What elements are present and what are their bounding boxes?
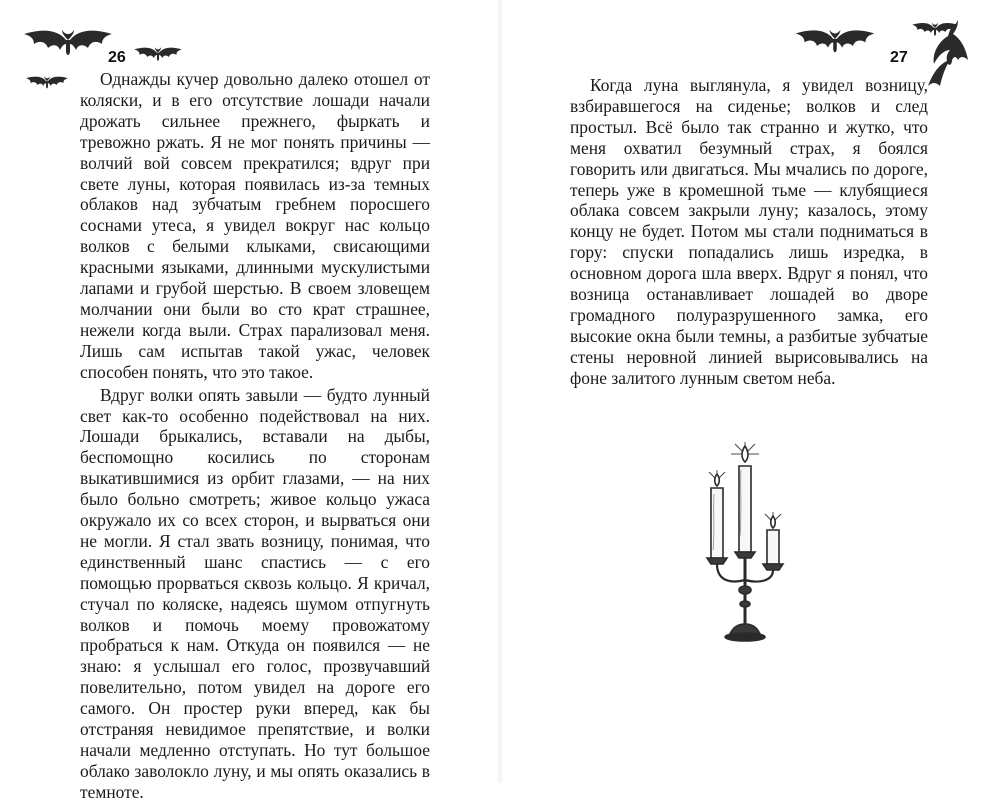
candelabra-icon bbox=[695, 440, 795, 645]
bat-icon bbox=[24, 74, 70, 96]
bat-icon bbox=[792, 26, 878, 66]
page-number-left: 26 bbox=[108, 49, 126, 66]
paragraph: Когда луна выглянула, я увидел возницу, взбиравшегося на сиденье; волков и след простыл. Всё было так странно и жутко, что меня охватил безумный страх, я боялся говорить или двигаться. Мы мчались по дороге, теперь уже в кромешной тьме — клубящиеся облака совсем закрыли луну; казалось, этому концу не будет. Потом мы стали подниматься в гору: спуски попадались лишь изредка, в основном дорога шла вверх. Вдруг я понял, что возница останавливает лошадей во дворе громадного полуразрушенного замка, его высокие окна были темны, а разбитые зубчатые стены неровной линией вырисовывались на фоне залитого лунным светом неба. bbox=[570, 75, 928, 388]
right-page bbox=[500, 0, 1001, 783]
left-page bbox=[0, 0, 500, 802]
right-page-text bbox=[570, 75, 928, 389]
bat-icon bbox=[20, 26, 116, 70]
left-page-text bbox=[80, 69, 430, 803]
page-number-right: 27 bbox=[890, 49, 908, 66]
paragraph: Вдруг волки опять завыли — будто лунный свет как-то особенно подействовал на них. Лошади брыкались, вставали на дыбы, беспомощно косились по сторонам выкатившимися из орбит глазами, — на них было больно смотреть; живое кольцо ужаса окружало их со всех сторон, и вырваться они не могли. Я стал звать возницу, понимая, что единственный шанс спастись — с его помощью прорваться сквозь кольцо. Я кричал, стучал по коляске, надеясь шумом отпугнуть волков и помочь моему провожатому пробраться к нам. Откуда он появился — не знаю: я услышал его голос, прозвучавший повелительно, потом увидел на дороге его самого. Он простер руки вперед, как бы отстраняя невидимое препятствие, и волки начали медленно отступать. Но тут большое облако заволокло луну, и мы опять оказались в темноте. bbox=[80, 384, 430, 802]
paragraph: Однажды кучер довольно далеко отошел от коляски, и в его отсутствие лошади начали дрожать сильнее прежнего, фыркать и тревожно ржать. Я не мог понять причины — волчий вой совсем прекратился; вдруг при свете луны, которая появилась из-за темных облаков над зубчатым гребнем поросшего соснами утеса, я увидел вокруг нас кольцо волков с белыми клыками, свисающими красными языками, длинными мускулистыми лапами и грубой шерстью. В своем зловещем молчании они были во сто крат страшнее, нежели когда выли. Страх парализовал меня. Лишь сам испытав такой ужас, человек способен понять, что это такое. bbox=[80, 69, 430, 382]
bat-icon bbox=[920, 20, 980, 90]
bat-icon bbox=[132, 44, 184, 70]
